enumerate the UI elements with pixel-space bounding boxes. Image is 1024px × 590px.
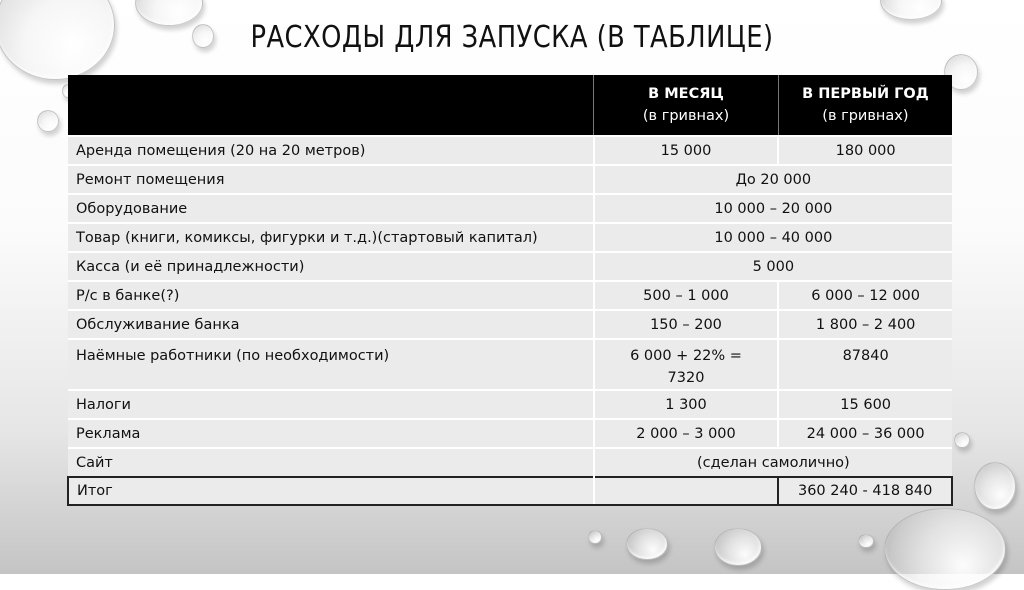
header-year-label: В ПЕРВЫЙ ГОД [802,86,929,102]
water-drop-decoration [880,0,942,20]
header-year-unit: (в гривнах) [822,108,909,124]
row-merged-value: 10 000 – 40 000 [594,223,952,252]
table-header-row [68,75,952,136]
row-item: Ремонт помещения [68,165,594,194]
row-item: Обслуживание банка [68,310,594,339]
row-month-line2: 7320 [667,370,705,386]
table-row [68,165,952,194]
total-month [594,477,779,505]
row-year: 15 600 [778,390,952,419]
water-drop-decoration [37,110,59,132]
row-merged-value: (сделан самолично) [594,448,952,477]
row-item: Сайт [68,448,594,477]
row-month [594,339,779,390]
table-row [68,339,952,390]
header-month-label: В МЕСЯЦ [648,86,724,102]
row-item: Оборудование [68,194,594,223]
water-drop-decoration [626,528,668,560]
water-drop-decoration [714,528,762,566]
table-row [68,194,952,223]
row-item: Налоги [68,390,594,419]
row-month: 15 000 [594,136,779,165]
water-drop-decoration [954,432,970,448]
table-row [68,448,952,477]
table-row [68,390,952,419]
water-drop-decoration [884,508,1006,590]
row-month: 500 – 1 000 [594,281,779,310]
slide-title: РАСХОДЫ ДЛЯ ЗАПУСКА (В ТАБЛИЦЕ) [250,20,774,55]
row-item: Аренда помещения (20 на 20 метров) [68,136,594,165]
row-year: 6 000 – 12 000 [778,281,952,310]
row-year: 1 800 – 2 400 [778,310,952,339]
header-month-unit: (в гривнах) [642,108,730,124]
row-item: Наёмные работники (по необходимости) [68,339,594,390]
row-merged-value: До 20 000 [594,165,952,194]
expenses-table [67,75,953,506]
water-drop-decoration [588,530,602,544]
total-year: 360 240 - 418 840 [778,477,952,505]
water-drop-decoration [858,534,874,548]
table-row [68,223,952,252]
row-month-line1: 6 000 + 22% = [630,348,742,364]
row-month: 1 300 [594,390,779,419]
water-drop-decoration [974,462,1016,510]
table-row [68,136,952,165]
row-year: 24 000 – 36 000 [778,419,952,448]
row-merged-value: 5 000 [594,252,952,281]
row-month: 150 – 200 [594,310,779,339]
row-month: 2 000 – 3 000 [594,419,779,448]
row-merged-value: 10 000 – 20 000 [594,194,952,223]
row-year: 180 000 [778,136,952,165]
total-label: Итог [68,477,594,505]
header-year [778,75,952,136]
row-item: Касса (и её принадлежности) [68,252,594,281]
row-item: Реклама [68,419,594,448]
header-month [594,75,779,136]
table-row [68,310,952,339]
row-item: Р/с в банке(?) [68,281,594,310]
table-row [68,419,952,448]
header-item [68,75,594,136]
total-row [68,477,952,505]
table-row [68,281,952,310]
table-row [68,252,952,281]
row-year: 87840 [778,339,952,390]
row-item: Товар (книги, комиксы, фигурки и т.д.)(стартовый капитал) [68,223,594,252]
